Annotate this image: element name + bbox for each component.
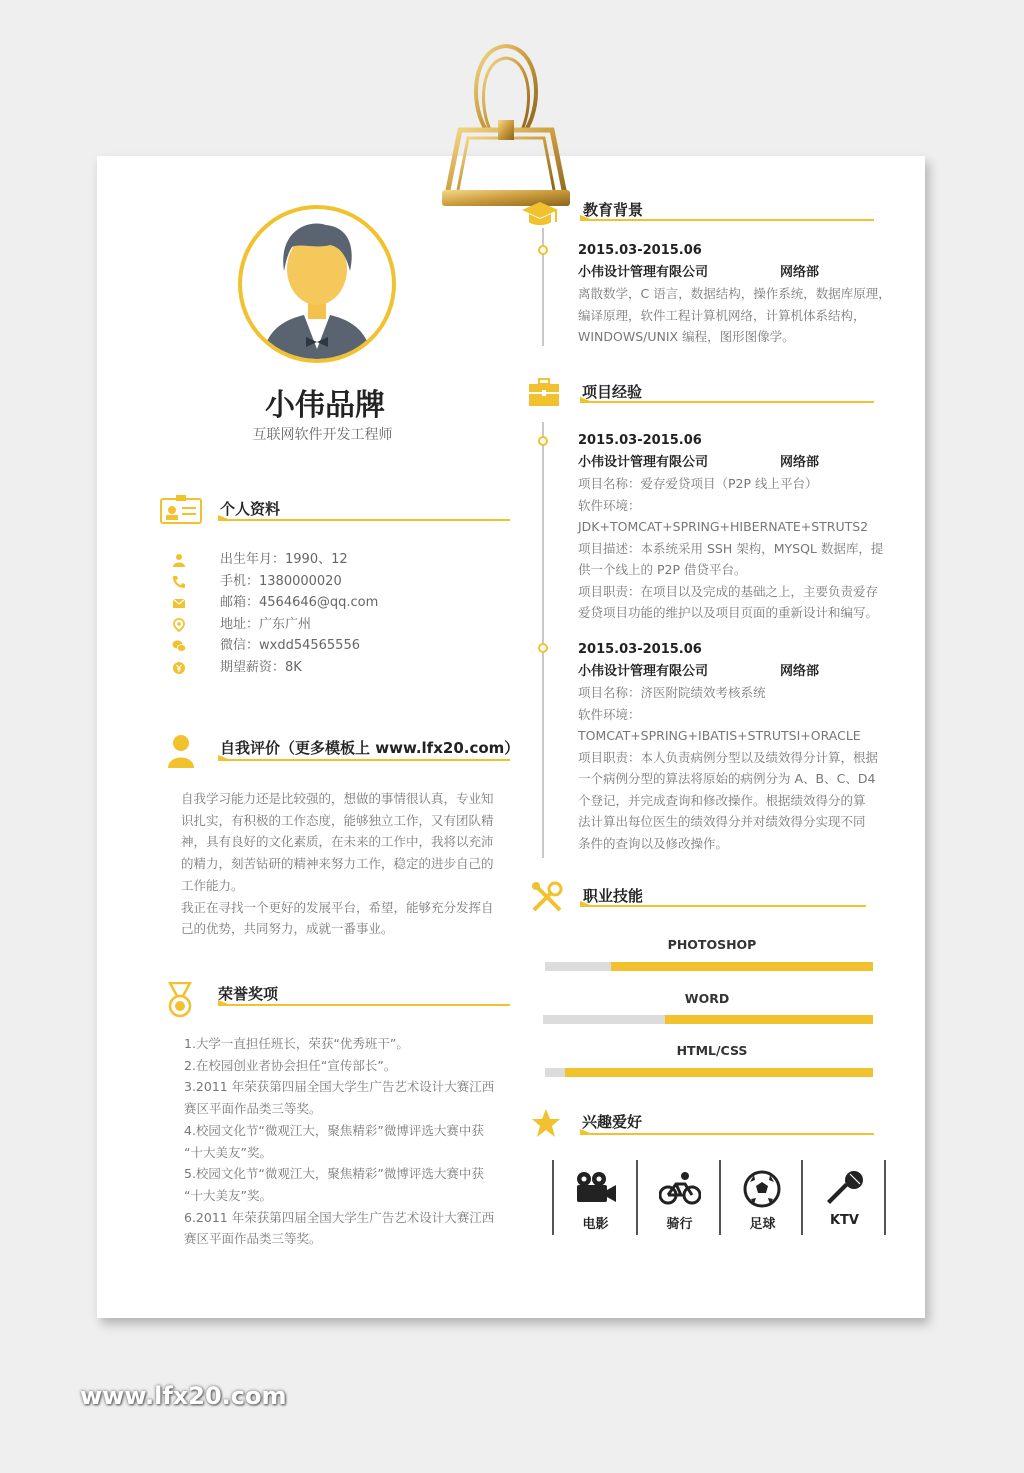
star-icon <box>531 1108 561 1138</box>
hobbies-title: 兴趣爱好 <box>582 1113 643 1131</box>
honors-list: 1.大学一直担任班长，荣获“优秀班干”。 2.在校园创业者协会担任“宣传部长”。 3.2011 年荣获第四届全国大学生广告艺术设计大赛江西 赛区平面作品类三等奖。 4.校园文化节“微观江大，聚焦精彩”微博评选大赛中获 “十大美友”奖。 5.校园文化节“微观江大，聚焦精彩”微博评选大赛中获 “十大美友”奖。 6.2011 年荣获第四届全国大学生广告艺术设计大赛江西 赛区平面作品类三等奖。 <box>184 1036 495 1247</box>
hobby-ktv: KTV <box>803 1160 886 1235</box>
personal-info-underline <box>218 519 510 521</box>
location-icon <box>172 618 186 632</box>
man-avatar-icon <box>242 209 392 359</box>
id-card-icon <box>160 494 202 524</box>
mail-icon <box>172 596 186 610</box>
cycling-icon <box>659 1170 701 1206</box>
hobby-football: 足球 <box>721 1160 804 1235</box>
hobby-divider <box>884 1160 886 1235</box>
education-entry: 2015.03-2015.06 小伟设计管理有限公司 网络部 离散数学，C 语言，数据结构，操作系统，数据库原理， 编译原理，软件工程计算机网络，计算机体系结构， WINDOWS/UNIX 编程，图形图像学。 <box>578 240 888 348</box>
project-timeline <box>542 422 544 858</box>
skill-label-html-css: HTML/CSS <box>676 1043 748 1058</box>
education-underline <box>580 219 874 221</box>
hobbies-underline <box>580 1133 874 1135</box>
candidate-name: 小伟品牌 <box>265 388 385 423</box>
skill-fill-word <box>665 1015 873 1024</box>
microphone-icon <box>824 1170 866 1208</box>
project-entry-2: 2015.03-2015.06 小伟设计管理有限公司 网络部 项目名称：济医附院绩效考核系统 软件环境： TOMCAT+SPRING+IBATIS+STRUTSI+ORACLE 项目职责：本人负责病例分型以及绩效得分计算，根据 一个病例分型的算法将原始的病例分为 A、B、C、D4 个登记，并完成查询和修改操作。根据绩效得分的算 法计算出每位医生的绩效得分并对绩效得分实现不同 条件的查询以及修改操作。 <box>578 642 879 851</box>
education-dot <box>538 245 548 255</box>
skill-fill-photoshop <box>611 962 873 971</box>
projects-title: 项目经验 <box>582 383 643 401</box>
phone-icon <box>172 575 186 589</box>
self-evaluation-text: 自我学习能力还是比较强的，想做的事情很认真，专业知 识扎实，有积极的工作态度，能够独立工作，又有团队精 神，具有良好的文化素质，在未来的工作中，我将以充沛 的精力，刻苦钻研的精神来努力工作，稳定的进步自己的 工作能力。 我正在寻找一个更好的发展平台，希望，能够充分发挥自 己的优势，共同努力，成就一番事业。 <box>181 791 494 937</box>
hobby-movie: 电影 <box>554 1160 637 1235</box>
skill-bar-photoshop <box>545 962 873 971</box>
entry-company: 小伟设计管理有限公司 网络部 <box>578 262 888 284</box>
wechat-icon <box>172 639 186 653</box>
soccer-ball-icon <box>742 1170 784 1208</box>
project-dot-2 <box>538 643 548 653</box>
skill-fill-html-css <box>565 1068 873 1077</box>
salary-icon <box>172 661 186 675</box>
self-evaluation-underline <box>218 759 510 761</box>
hobby-cycling: 骑行 <box>638 1160 721 1235</box>
skill-label-word: WORD <box>684 991 730 1006</box>
honors-title: 荣誉奖项 <box>218 985 279 1003</box>
project-entry-1: 2015.03-2015.06 小伟设计管理有限公司 网络部 项目名称：爱存爱贷项目（P2P 线上平台） 软件环境： JDK+TOMCAT+SPRING+HIBERNATE+STRUTS2 项目描述：本系统采用 SSH 架构，MYSQL 数据库，提 供一个线上的 P2P 借贷平台。 项目职责：在项目以及完成的基础之上，主要负责爱存 爱贷项目功能的维护以及项目页面的重新设计和编写。 <box>578 433 884 620</box>
entry-date: 2015.03-2015.06 <box>578 243 702 258</box>
graduation-cap-icon <box>520 200 560 232</box>
job-title: 互联网软件开发工程师 <box>252 427 393 443</box>
person-icon <box>172 553 186 567</box>
tools-icon <box>530 880 564 914</box>
projects-underline <box>580 401 874 403</box>
skill-bar-html-css <box>545 1068 873 1077</box>
medal-icon <box>166 982 194 1018</box>
address-row: 地址：广东广州 <box>172 615 472 635</box>
skills-underline <box>580 905 866 907</box>
binder-clip-image <box>438 40 574 210</box>
self-evaluation-title: 自我评价（更多模板上 www.lfx20.com） <box>220 739 520 757</box>
skills-title: 职业技能 <box>583 887 644 905</box>
briefcase-icon <box>528 376 560 408</box>
personal-info-title: 个人资料 <box>220 500 281 518</box>
salary-row: 期望薪资：8K <box>172 658 472 678</box>
phone-row: 手机：1380000020 <box>172 572 472 592</box>
user-icon <box>168 734 194 768</box>
email-row: 邮箱：4564646@qq.com <box>172 593 472 613</box>
movie-camera-icon <box>575 1170 617 1206</box>
birth-row: 出生年月：1990、12 <box>172 550 472 570</box>
project-dot-1 <box>538 436 548 446</box>
avatar <box>238 205 396 363</box>
skill-label-photoshop: PHOTOSHOP <box>667 937 757 952</box>
entry-department: 网络部 <box>780 264 820 280</box>
honors-underline <box>218 1004 510 1006</box>
education-title: 教育背景 <box>583 201 644 219</box>
skill-bar-word <box>543 1015 873 1024</box>
watermark-text: www.lfx20.com <box>80 1382 287 1410</box>
wechat-row: 微信：wxdd54565556 <box>172 636 472 656</box>
